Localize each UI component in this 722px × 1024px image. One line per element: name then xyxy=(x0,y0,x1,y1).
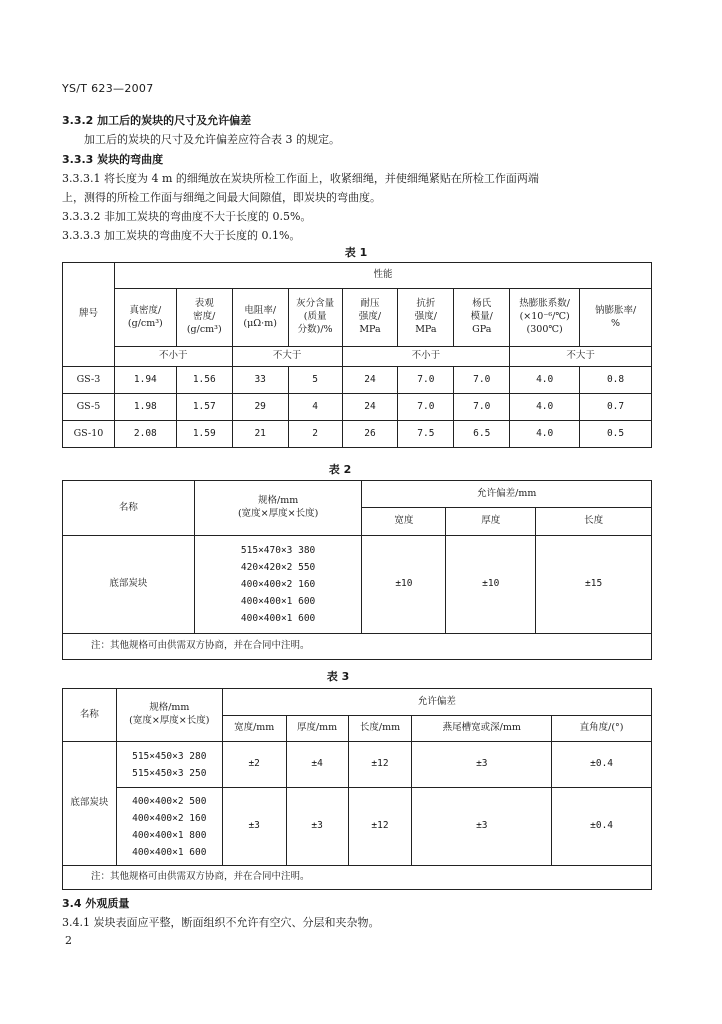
section-3-4-1: 3.4.1 炭块表面应平整，断面组织不允许有空穴、分层和夹杂物。 xyxy=(62,916,380,929)
grade-cell: GS-3 xyxy=(63,367,115,394)
table-row xyxy=(63,421,652,448)
table2-spec-header: 规格/mm (宽度×厚度×长度) xyxy=(194,481,362,536)
value-cell: ±3 xyxy=(222,788,286,866)
table3-tolerance-header: 允许偏差 xyxy=(222,689,651,716)
value-cell: 0.8 xyxy=(580,367,652,394)
table1-grade-header: 牌号 xyxy=(63,263,115,367)
table3-name-cell: 底部炭块 xyxy=(63,742,117,866)
spec-item: 400×400×1 600 xyxy=(240,613,316,624)
spec-item: 515×470×3 380 xyxy=(240,545,316,556)
table2 xyxy=(62,480,652,660)
value-cell: 2.08 xyxy=(114,421,176,448)
grade-cell: GS-5 xyxy=(63,394,115,421)
table3-col-squareness: 直角度/(°) xyxy=(552,716,652,742)
table1-col-youngs: 杨氏 模量/ GPa xyxy=(454,289,510,347)
table1-caption: 表 1 xyxy=(344,246,368,259)
table3-col-thickness: 厚度/mm xyxy=(286,716,348,742)
table3-caption: 表 3 xyxy=(326,670,350,683)
value-cell: 0.5 xyxy=(580,421,652,448)
table-row xyxy=(63,742,652,788)
table3-specs-group1 xyxy=(116,742,222,788)
section-3-3-3-2: 3.3.3.2 非加工炭块的弯曲度不大于长度的 0.5%。 xyxy=(62,210,312,223)
value-cell: 6.5 xyxy=(454,421,510,448)
spec-item: 400×400×2 160 xyxy=(132,812,207,824)
table3-specs-group2 xyxy=(116,788,222,866)
table1-col-resistivity: 电阻率/ (μΩ·m) xyxy=(232,289,288,347)
table2-name-header: 名称 xyxy=(63,481,195,536)
value-cell: 1.56 xyxy=(176,367,232,394)
table2-tolerance-header: 允许偏差/mm xyxy=(362,481,652,508)
table2-col-length: 长度 xyxy=(536,508,652,536)
value-cell: 24 xyxy=(342,394,398,421)
value-cell: 7.0 xyxy=(454,394,510,421)
table-row xyxy=(63,367,652,394)
spec-item: 400×400×2 500 xyxy=(132,795,207,807)
table-row xyxy=(63,536,652,634)
value-cell: ±3 xyxy=(412,788,552,866)
table1-col-thermal-expansion: 热膨胀系数/ (×10⁻⁶/℃) (300℃) xyxy=(510,289,580,347)
value-cell: ±12 xyxy=(348,788,412,866)
page-number: 2 xyxy=(65,934,72,947)
section-3-3-3-1-line2: 上，测得的所检工作面与细绳之间最大间隙值，即炭块的弯曲度。 xyxy=(62,191,381,204)
value-cell: ±10 xyxy=(446,536,536,634)
spec-item: 400×400×1 600 xyxy=(240,596,316,607)
table3-col-dovetail: 燕尾槽宽或深/mm xyxy=(412,716,552,742)
value-cell: 5 xyxy=(288,367,342,394)
value-cell: ±2 xyxy=(222,742,286,788)
value-cell: 1.98 xyxy=(114,394,176,421)
grade-cell: GS-10 xyxy=(63,421,115,448)
spec-item: 400×400×1 600 xyxy=(132,846,207,858)
table2-specs-cell xyxy=(194,536,362,634)
table3-spec-header: 规格/mm (宽度×厚度×长度) xyxy=(116,689,222,742)
table1-limit-max: 不大于 xyxy=(510,347,652,367)
value-cell: ±12 xyxy=(348,742,412,788)
table3 xyxy=(62,688,652,890)
table-row xyxy=(63,788,652,866)
table1-col-flexural: 抗折 强度/ MPa xyxy=(398,289,454,347)
value-cell: 24 xyxy=(342,367,398,394)
table3-note: 注：其他规格可由供需双方协商，并在合同中注明。 xyxy=(63,866,652,890)
value-cell: 4.0 xyxy=(510,394,580,421)
section-3-3-3-3: 3.3.3.3 加工炭块的弯曲度不大于长度的 0.1%。 xyxy=(62,229,301,242)
value-cell: ±3 xyxy=(286,788,348,866)
table1-limit-min: 不小于 xyxy=(114,347,232,367)
value-cell: 4.0 xyxy=(510,367,580,394)
table1-limit-min: 不小于 xyxy=(342,347,510,367)
table3-col-length: 长度/mm xyxy=(348,716,412,742)
value-cell: 1.94 xyxy=(114,367,176,394)
value-cell: 1.57 xyxy=(176,394,232,421)
table2-name-cell: 底部炭块 xyxy=(63,536,195,634)
section-3-3-2-title: 3.3.2 加工后的炭块的尺寸及允许偏差 xyxy=(62,114,252,127)
table1-group-header: 性能 xyxy=(114,263,651,289)
value-cell: 7.0 xyxy=(398,394,454,421)
value-cell: 4 xyxy=(288,394,342,421)
table1-column-headers xyxy=(63,289,652,347)
value-cell: ±10 xyxy=(362,536,446,634)
table1-limits-row xyxy=(63,347,652,367)
value-cell: ±0.4 xyxy=(552,742,652,788)
table-row xyxy=(63,394,652,421)
value-cell: 33 xyxy=(232,367,288,394)
value-cell: 21 xyxy=(232,421,288,448)
value-cell: 7.0 xyxy=(398,367,454,394)
section-3-3-2-body: 加工后的炭块的尺寸及允许偏差应符合表 3 的规定。 xyxy=(84,133,340,146)
table1-col-true-density: 真密度/ (g/cm³) xyxy=(114,289,176,347)
section-3-3-3-1-line1: 3.3.3.1 将长度为 4 m 的细绳放在炭块所检工作面上，收紧细绳，并使细绳紧贴在所检工作面两端 xyxy=(62,172,539,185)
value-cell: ±3 xyxy=(412,742,552,788)
table1-limit-max: 不大于 xyxy=(232,347,342,367)
table2-col-thickness: 厚度 xyxy=(446,508,536,536)
table1-col-apparent-density: 表观 密度/ (g/cm³) xyxy=(176,289,232,347)
value-cell: 2 xyxy=(288,421,342,448)
table1-col-ash: 灰分含量 (质量 分数)/% xyxy=(288,289,342,347)
table2-note: 注：其他规格可由供需双方协商，并在合同中注明。 xyxy=(63,634,652,660)
value-cell: 0.7 xyxy=(580,394,652,421)
table3-name-header: 名称 xyxy=(63,689,117,742)
table1-col-sodium-expansion: 钠膨胀率/ % xyxy=(580,289,652,347)
value-cell: 7.5 xyxy=(398,421,454,448)
value-cell: ±4 xyxy=(286,742,348,788)
table3-col-width: 宽度/mm xyxy=(222,716,286,742)
document-header: YS/T 623—2007 xyxy=(62,82,154,95)
spec-item: 515×450×3 280 xyxy=(132,750,207,762)
table1-col-compressive: 耐压 强度/ MPa xyxy=(342,289,398,347)
value-cell: 1.59 xyxy=(176,421,232,448)
value-cell: 4.0 xyxy=(510,421,580,448)
spec-item: 400×400×1 800 xyxy=(132,829,207,841)
table1 xyxy=(62,262,652,448)
spec-item: 420×420×2 550 xyxy=(240,562,316,573)
table2-caption: 表 2 xyxy=(328,463,352,476)
value-cell: 29 xyxy=(232,394,288,421)
value-cell: ±0.4 xyxy=(552,788,652,866)
section-3-4-title: 3.4 外观质量 xyxy=(62,897,130,910)
value-cell: 7.0 xyxy=(454,367,510,394)
value-cell: 26 xyxy=(342,421,398,448)
spec-item: 400×400×2 160 xyxy=(240,579,316,590)
spec-item: 515×450×3 250 xyxy=(132,767,207,779)
table2-col-width: 宽度 xyxy=(362,508,446,536)
section-3-3-3-title: 3.3.3 炭块的弯曲度 xyxy=(62,153,164,166)
value-cell: ±15 xyxy=(536,536,652,634)
